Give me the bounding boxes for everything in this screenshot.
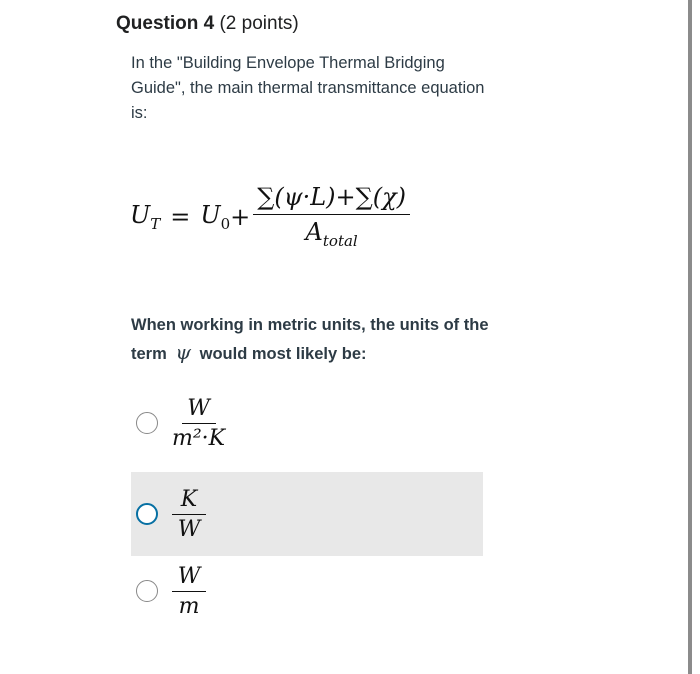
answer-option-3[interactable] xyxy=(131,556,483,626)
radio-button-option-2[interactable] xyxy=(136,503,158,525)
option-3-fraction: $\frac{W}{m}$ xyxy=(172,564,206,619)
answer-option-2[interactable] xyxy=(131,472,483,556)
psi-symbol: ψ xyxy=(175,340,192,364)
option-1-fraction: $\frac{W}{\text{m²·K}}$ xyxy=(172,395,226,451)
thermal-transmittance-equation xyxy=(130,183,410,250)
option-2-fraction: $\frac{K}{W}$ xyxy=(172,487,206,542)
equation-u0: $U_0$ xyxy=(200,200,231,233)
radio-button-option-3[interactable] xyxy=(136,580,158,602)
question-prompt: When working in metric units, the units of the term ψ would most likely be: xyxy=(131,316,489,364)
equation-numerator: ∑(ψ·L)+∑(χ) xyxy=(253,183,410,215)
answer-option-1[interactable] xyxy=(131,388,483,458)
question-header xyxy=(116,13,299,35)
page-edge-scrollbar xyxy=(688,0,692,674)
equation-equals: = xyxy=(170,202,191,231)
question-intro: In the "Building Envelope Thermal Bridging Guide", the main thermal transmittance equation is: xyxy=(131,54,485,122)
equation-plus: + xyxy=(230,202,251,231)
radio-button-option-1[interactable] xyxy=(136,412,158,434)
equation-fraction xyxy=(253,183,410,250)
equation-lhs: $U_T$ xyxy=(130,200,161,233)
question-points: (2 points) xyxy=(219,13,299,34)
equation-denominator: $A_{total}$ xyxy=(305,218,358,250)
question-number: Question 4 xyxy=(116,13,215,34)
